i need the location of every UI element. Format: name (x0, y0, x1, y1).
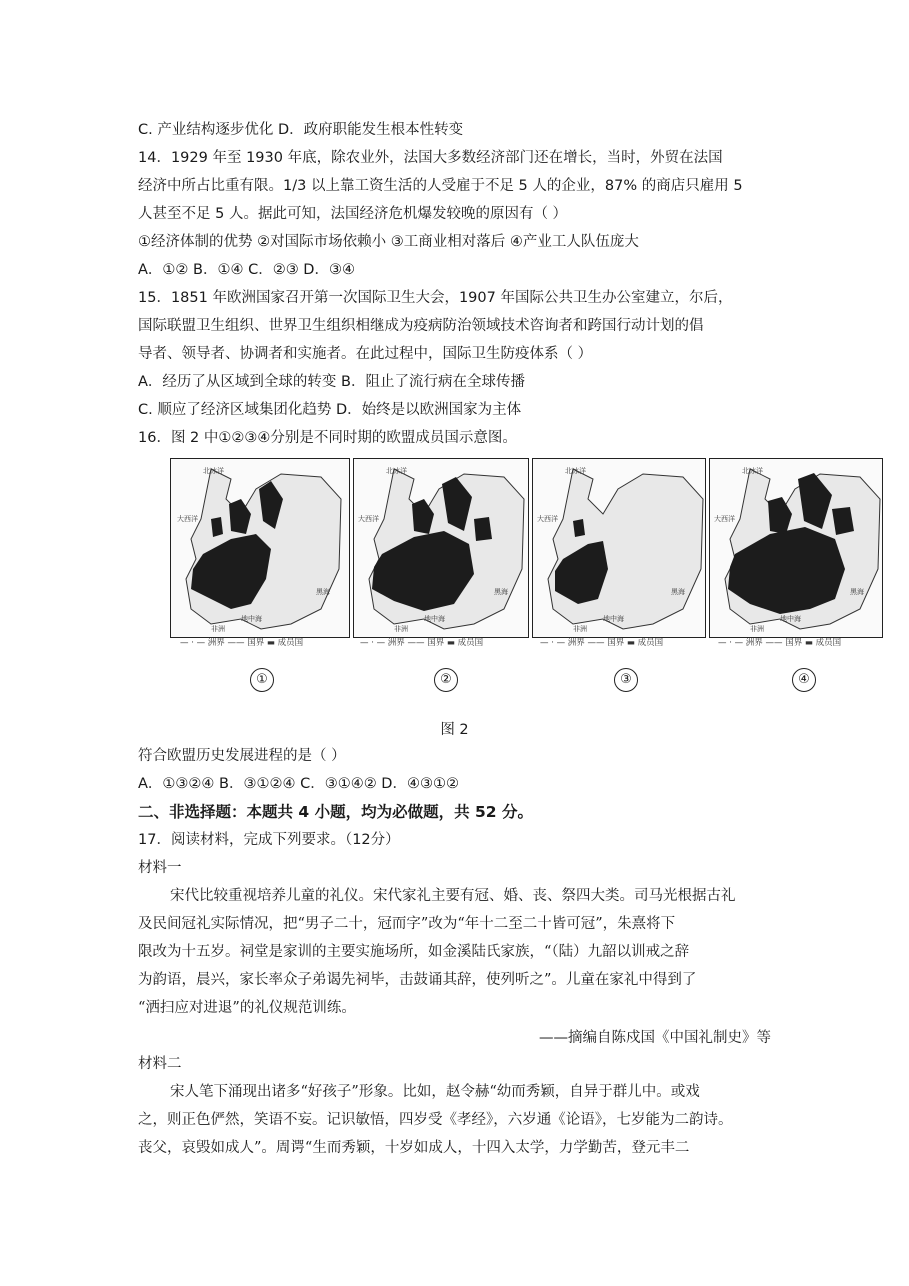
q16-options: A．①③②④ B．③①②④ C．③①④② D．④③①② (138, 776, 459, 792)
material-1-line-1: 宋代比较重视培养儿童的礼仪。宋代家礼主要有冠、婚、丧、祭四大类。司马光根据古礼 (170, 888, 736, 904)
eu-map-3 (532, 458, 706, 638)
map-label-africa: 非洲 (573, 625, 587, 633)
map-label-atlantic: 大西洋 (537, 515, 558, 523)
map-1-number: ① (250, 668, 274, 692)
map-label-black: 黑海 (494, 588, 508, 596)
map-label-med: 地中海 (603, 615, 624, 623)
material-2-label: 材料二 (138, 1056, 182, 1072)
map-label-north: 北冰洋 (203, 467, 224, 475)
material-1-line-3: 限改为十五岁。祠堂是家训的主要实施场所，如金溪陆氏家族，“（陆）九韶以训戒之辞 (138, 944, 690, 960)
material-1-line-4: 为韵语，晨兴，家长率众子弟谒先祠毕，击鼓诵其辞，使列听之”。儿童在家礼中得到了 (138, 972, 697, 988)
map-label-africa: 非洲 (750, 625, 764, 633)
map-label-africa: 非洲 (394, 625, 408, 633)
material-1-label: 材料一 (138, 860, 182, 876)
map-3-number: ③ (614, 668, 638, 692)
map-label-black: 黑海 (671, 588, 685, 596)
map-label-black: 黑海 (316, 588, 330, 596)
map-4-number: ④ (792, 668, 816, 692)
q14-line-2: 经济中所占比重有限。1/3 以上靠工资生活的人受雇于不足 5 人的企业，87% 的商店只雇用 5 (138, 178, 743, 194)
map-4-legend: — · — 洲界 —— 国界 ▬ 成员国 (718, 638, 842, 648)
line-q13-options: C. 产业结构逐步优化 D．政府职能发生根本性转变 (138, 122, 464, 138)
map-label-med: 地中海 (424, 615, 445, 623)
q14-line-1: 14．1929 年至 1930 年底，除农业外，法国大多数经济部门还在增长，当时，外贸在法国 (138, 150, 723, 166)
eu-maps-figure (168, 458, 883, 636)
q17-prompt: 17．阅读材料，完成下列要求。（12分） (138, 832, 400, 848)
section-2-heading: 二、非选择题：本题共 4 小题，均为必做题，共 52 分。 (138, 803, 533, 821)
q16-line: 16．图 2 中①②③④分别是不同时期的欧盟成员国示意图。 (138, 430, 517, 446)
q15-options-ab: A．经历了从区域到全球的转变 B．阻止了流行病在全球传播 (138, 374, 525, 390)
material-1-line-2: 及民间冠礼实际情况，把“男子二十，冠而字”改为“年十二至二十皆可冠”，朱熹将下 (138, 916, 676, 932)
map-label-atlantic: 大西洋 (358, 515, 379, 523)
eu-map-1 (170, 458, 350, 638)
q14-line-3: 人甚至不足 5 人。据此可知，法国经济危机爆发较晚的原因有（ ） (138, 206, 568, 222)
map-2-legend: — · — 洲界 —— 国界 ▬ 成员国 (360, 638, 484, 648)
map-label-med: 地中海 (241, 615, 262, 623)
map-label-north: 北冰洋 (386, 467, 407, 475)
q15-line-3: 导者、领导者、协调者和实施者。在此过程中，国际卫生防疫体系（ ） (138, 346, 593, 362)
map-2-number: ② (434, 668, 458, 692)
q14-options: A．①② B．①④ C．②③ D．③④ (138, 262, 355, 278)
map-label-black: 黑海 (850, 588, 864, 596)
material-1-line-5: “洒扫应对进退”的礼仪规范训练。 (138, 1000, 356, 1016)
q15-line-2: 国际联盟卫生组织、世界卫生组织相继成为疫病防治领域技术咨询者和跨国行动计划的倡 (138, 318, 704, 334)
material-2-line-1: 宋人笔下涌现出诸多“好孩子”形象。比如，赵令赫“幼而秀颖，自异于群儿中。或戏 (170, 1084, 700, 1100)
material-2-line-3: 丧父，哀毁如成人”。周谔“生而秀颖，十岁如成人，十四入太学，力学勤苦，登元丰二 (138, 1140, 690, 1156)
eu-map-4 (709, 458, 883, 638)
map-1-legend: — · — 洲界 —— 国界 ▬ 成员国 (180, 638, 304, 648)
q15-options-cd: C. 顺应了经济区域集团化趋势 D．始终是以欧洲国家为主体 (138, 402, 522, 418)
material-2-line-2: 之，则正色俨然，笑语不妄。记识敏悟，四岁受《孝经》，六岁通《论语》，七岁能为二韵诗。 (138, 1112, 733, 1128)
map-label-north: 北冰洋 (742, 467, 763, 475)
eu-map-2 (353, 458, 529, 638)
q16-stem: 符合欧盟历史发展进程的是（ ） (138, 748, 346, 764)
map-label-med: 地中海 (780, 615, 801, 623)
map-label-atlantic: 大西洋 (177, 515, 198, 523)
figure-caption: 图 2 (440, 722, 469, 738)
q14-items: ①经济体制的优势 ②对国际市场依赖小 ③工商业相对落后 ④产业工人队伍庞大 (138, 234, 639, 250)
map-label-africa: 非洲 (211, 625, 225, 633)
map-label-north: 北冰洋 (565, 467, 586, 475)
map-label-atlantic: 大西洋 (714, 515, 735, 523)
map-3-legend: — · — 洲界 —— 国界 ▬ 成员国 (540, 638, 664, 648)
q15-line-1: 15．1851 年欧洲国家召开第一次国际卫生大会，1907 年国际公共卫生办公室建立，尔后， (138, 290, 733, 306)
material-1-source: ——摘编自陈戍国《中国礼制史》等 (539, 1030, 771, 1046)
